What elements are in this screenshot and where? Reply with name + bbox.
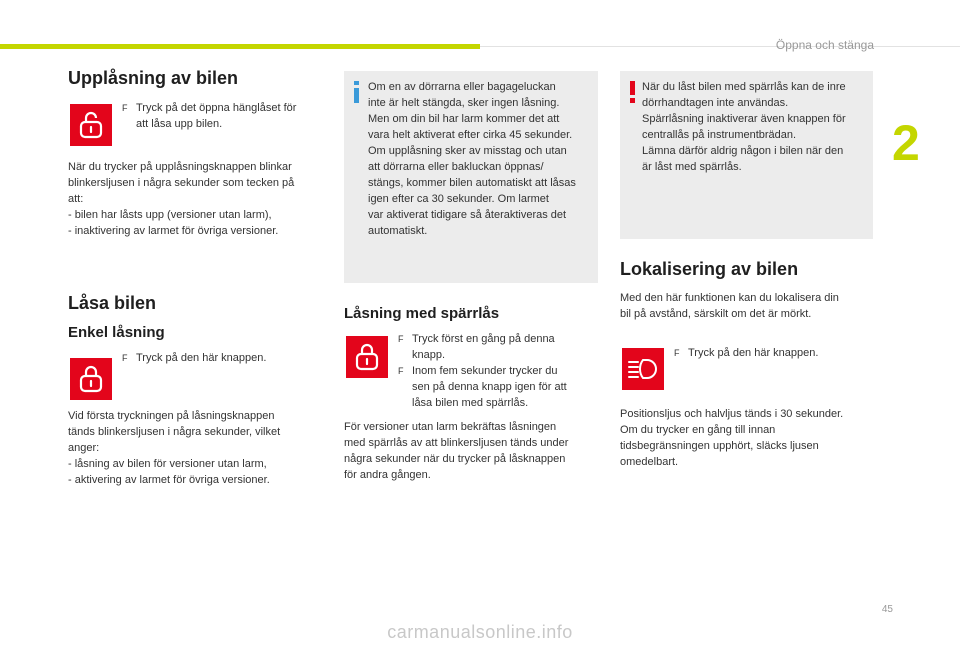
locate-body: Positionsljus och halvljus tänds i 30 sekunder. Om du trycker en gång till innan tidsbegränsningen upphört, släcks ljusen omedelbart. bbox=[620, 408, 844, 468]
bullet-arrow-icon: F bbox=[122, 103, 128, 113]
locking-title: Låsa bilen bbox=[68, 293, 157, 313]
bullet-arrow-icon: F bbox=[674, 348, 680, 358]
bullet-arrow-icon: F bbox=[398, 366, 404, 376]
lock-instruction: F Tryck på den här knappen. bbox=[122, 352, 267, 364]
locked-padlock-icon bbox=[78, 365, 104, 393]
locking-body: Vid första tryckningen på låsningsknappen tänds blinkersljusen i några sekunder, vilket anger: - låsning av bilen för versioner utan larm, - aktivering av larmet för övriga versioner. bbox=[68, 410, 281, 486]
warning-note-box bbox=[620, 71, 873, 239]
info-icon bbox=[352, 81, 362, 103]
locate-button-illustration bbox=[622, 348, 664, 390]
headlight-icon bbox=[628, 357, 658, 381]
deadlock-title: Låsning med spärrlås bbox=[344, 305, 500, 322]
chapter-number: 2 bbox=[892, 115, 920, 171]
deadlock-instructions: F Tryck först en gång på denna knapp. F Inom fem sekunder trycker du sen på denna knapp igen för att låsa bilen med spärrlås. bbox=[398, 333, 567, 409]
locate-title: Lokalisering av bilen bbox=[620, 259, 799, 279]
unlocked-padlock-icon bbox=[78, 111, 104, 139]
header-accent-bar bbox=[0, 44, 480, 49]
info-note-text: Om en av dörrarna eller bagageluckan inte är helt stängda, sker ingen låsning. Men om din bil har larm kommer det att vara helt aktiverat efter cirka 45 sekunder. Om upplåsning sker av misstag och utan att dörrarna eller bakluckan öppnas/ stängs, kommer bilen automatiskt att låsas igen efter ca 30 sekunder. Om larmet var aktiverat tidigare så återaktiveras det automatiskt. bbox=[368, 81, 576, 237]
section-title: Öppna och stänga bbox=[775, 38, 874, 52]
unlocking-title: Upplåsning av bilen bbox=[68, 68, 239, 88]
unlock-instruction: F Tryck på det öppna hänglåset för att låsa upp bilen. bbox=[122, 102, 297, 130]
simple-locking-subtitle: Enkel låsning bbox=[68, 324, 165, 341]
unlocking-body: När du trycker på upplåsningsknappen blinkar blinkersljusen i några sekunder som tecken på att: - bilen har låsts upp (versioner utan larm), - inaktivering av larmet för övriga versioner. bbox=[68, 161, 295, 237]
lock-button-illustration bbox=[70, 358, 112, 400]
info-note-box bbox=[344, 71, 598, 283]
locate-intro: Med den här funktionen kan du lokalisera din bil på avstånd, särskilt om det är mörkt. bbox=[620, 292, 839, 320]
header-rule bbox=[480, 46, 960, 47]
page-number: 45 bbox=[881, 604, 893, 615]
unlock-button-illustration bbox=[70, 104, 112, 146]
watermark: carmanualsonline.info bbox=[387, 622, 573, 642]
bullet-arrow-icon: F bbox=[122, 353, 128, 363]
deadlock-body: För versioner utan larm bekräftas låsningen med spärrlås av att blinkersljusen tänds under några sekunder när du trycker på låsknappen för andra gången. bbox=[344, 421, 569, 481]
warning-note-text: När du låst bilen med spärrlås kan de inre dörrhandtagen inte användas. Spärrlåsning inaktiverar även knappen för centrallås på instrumentbrädan. Lämna därför aldrig någon i bilen när den är låst med spärrlås. bbox=[642, 81, 846, 173]
warning-icon bbox=[628, 81, 638, 103]
deadlock-button-illustration bbox=[346, 336, 388, 378]
locked-padlock-icon bbox=[354, 343, 380, 371]
bullet-arrow-icon: F bbox=[398, 334, 404, 344]
locate-instruction: F Tryck på den här knappen. bbox=[674, 347, 819, 359]
